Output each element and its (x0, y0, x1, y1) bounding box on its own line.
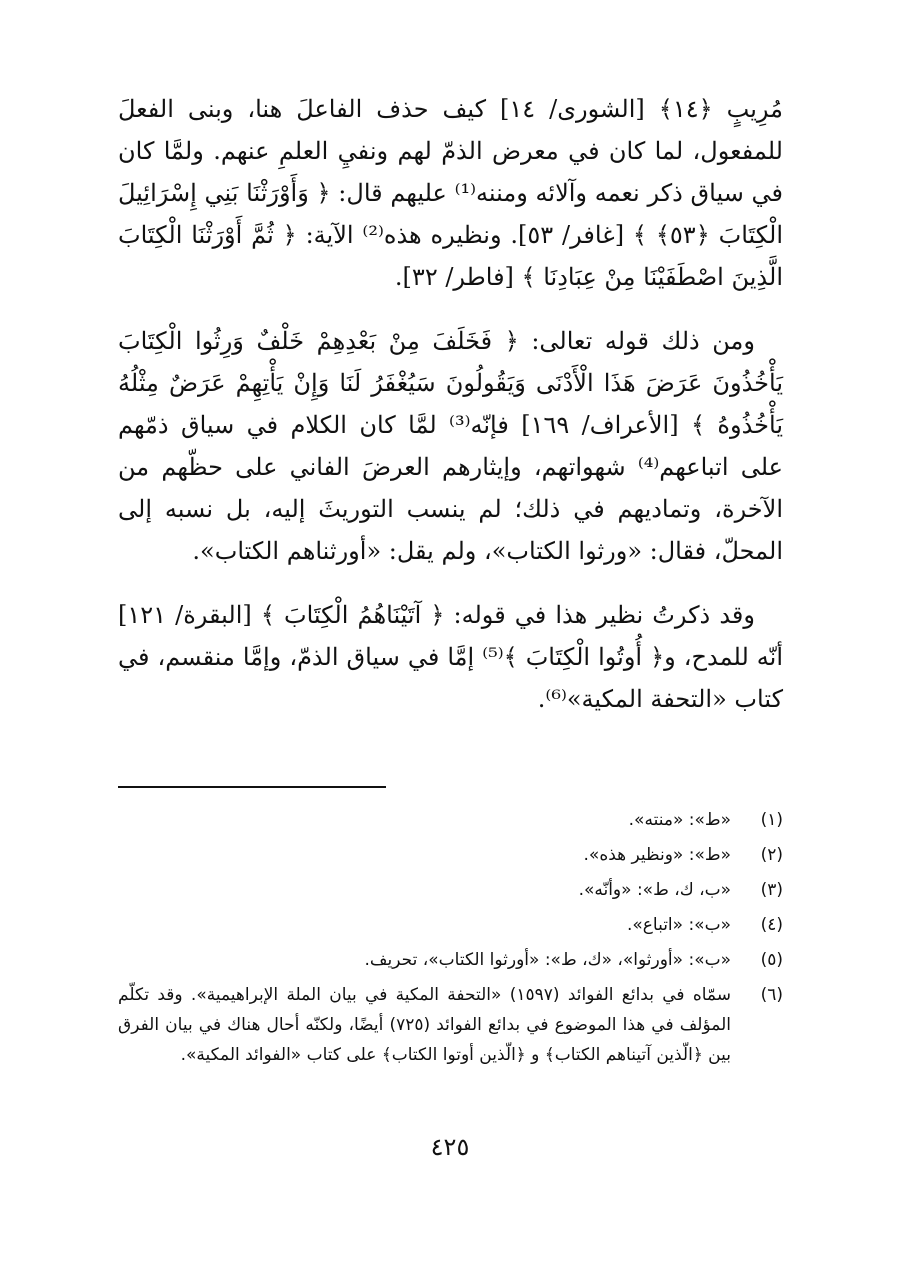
footnote (118, 910, 783, 940)
body-paragraph: وقد ذكرتُ نظير هذا في قوله: ﴿ آتَيْنَاهُمُ الْكِتَابَ ﴾ [البقرة/ ١٢١] أنّه للمدح، و﴿ أُوتُوا الْكِتَابَ ﴾⁽⁵⁾ إمَّا في سياق الذمّ، وإمَّا منقسم، في كتاب «التحفة المكية»⁽⁶⁾. (118, 601, 783, 713)
footnote-text: «ب»: «أورثوا»، «ك، ط»: «أورثوا الكتاب»، تحريف. (364, 950, 731, 970)
footnote (118, 840, 783, 870)
footnote-text: «ط»: «ونظير هذه». (583, 845, 731, 865)
page-number: ٤٢٥ (430, 1133, 470, 1161)
footnote-number: (٢) (760, 845, 783, 865)
footnote (118, 980, 783, 1070)
footnote (118, 945, 783, 975)
footnote-text: «ب، ك، ط»: «وأنّه». (578, 880, 731, 900)
footnote-number: (٤) (760, 915, 783, 935)
footnote-text: سمّاه في بدائع الفوائد (١٥٩٧) «التحفة المكية في بيان الملة الإبراهيمية». وقد تكلّم المؤلف في هذا الموضوع في بدائع الفوائد (٧٢٥) أيضًا، ولكنّه أحال هناك في بيان الفرق بين ﴿الّذين آتيناهم الكتاب﴾ و ﴿الّذين أوتوا الكتاب﴾ على كتاب «الفوائد المكية». (118, 985, 731, 1065)
footnote (118, 875, 783, 905)
body-paragraph: مُرِيبٍ ﴿١٤﴾ [الشورى/ ١٤] كيف حذف الفاعلَ هنا، وبنى الفعلَ للمفعول، لما كان في معرض الذمّ لهم ونفيِ العلمِ عنهم. ولمَّا كان في سياق ذكر نعمه وآلائه ومننه⁽¹⁾ عليهم قال: ﴿ وَأَوْرَثْنَا بَنِي إِسْرَائِيلَ الْكِتَابَ ﴿٥٣﴾ ﴾ [غافر/ ٥٣]. ونظيره هذه⁽²⁾ الآية: ﴿ ثُمَّ أَوْرَثْنَا الْكِتَابَ الَّذِينَ اصْطَفَيْنَا مِنْ عِبَادِنَا ﴾ [فاطر/ ٣٢]. (118, 95, 784, 291)
footnote-text: «ب»: «اتباع». (626, 915, 731, 935)
footnote-number: (٦) (760, 985, 783, 1005)
footnote-number: (٥) (760, 950, 783, 970)
footnote (118, 805, 783, 835)
footnote-number: (٣) (760, 880, 783, 900)
body-paragraph: ومن ذلك قوله تعالى: ﴿ فَخَلَفَ مِنْ بَعْدِهِمْ خَلْفٌ وَرِثُوا الْكِتَابَ يَأْخُذُونَ عَرَضَ هَذَا الْأَدْنَى وَيَقُولُونَ سَيُغْفَرُ لَنَا وَإِنْ يَأْتِهِمْ عَرَضٌ مِثْلُهُ يَأْخُذُوهُ ﴾ [الأعراف/ ١٦٩] فإنّه⁽³⁾ لمَّا كان الكلام في سياق ذمّهم على اتباعهم⁽⁴⁾ شهواتهم، وإيثارهم العرضَ الفاني على حظّهم من الآخرة، وتماديهم في ذلك؛ لم ينسب التوريثَ إليه، بل نسبه إلى المحلّ، فقال: «ورثوا الكتاب»، ولم يقل: «أورثناهم الكتاب». (118, 327, 784, 565)
footnote-text: «ط»: «منته». (628, 810, 731, 830)
footnote-divider (118, 786, 386, 788)
footnotes (118, 805, 783, 1075)
footnote-number: (١) (760, 810, 783, 830)
